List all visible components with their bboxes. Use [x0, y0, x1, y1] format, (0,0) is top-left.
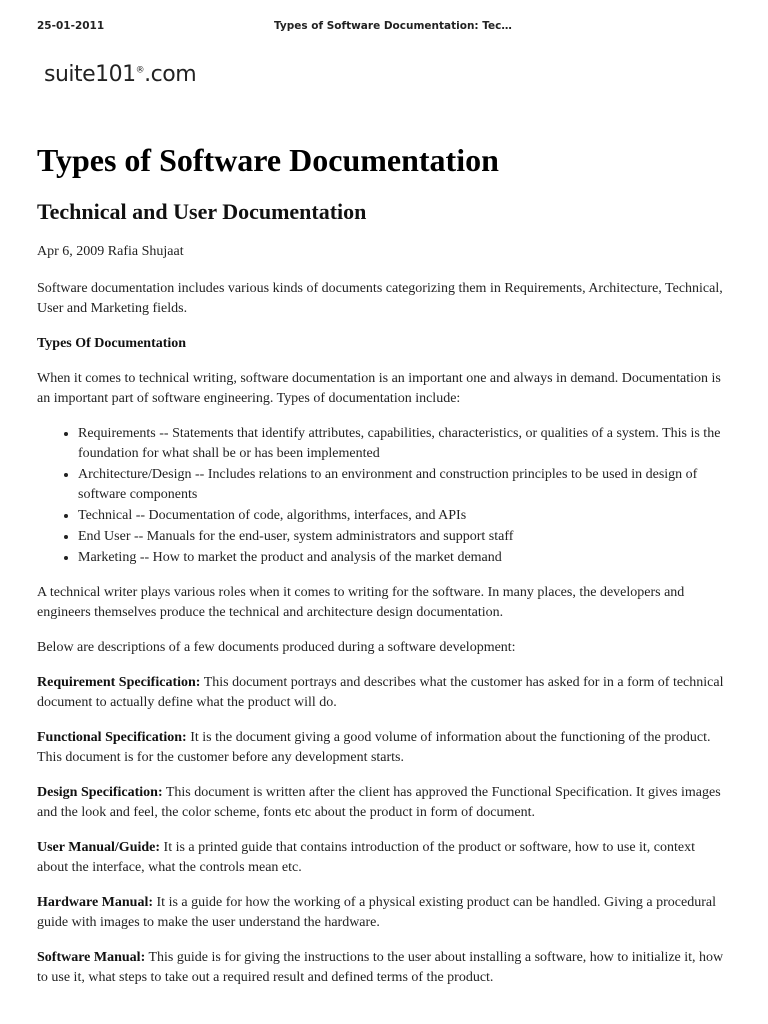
- definition-term: Hardware Manual:: [37, 895, 154, 910]
- definition-software-manual: [37, 948, 724, 988]
- logo-registered-mark: ®: [135, 65, 145, 76]
- definition-requirement-specification: [37, 673, 724, 713]
- definition-hardware-manual: [37, 893, 724, 933]
- definition-text: It is a printed guide that contains introduction of the product or software, how to use it, context about the interface, what the controls mean etc.: [37, 840, 696, 875]
- definition-text: This document portrays and describes what the customer has asked for in a form of technical document to actually define what the product will do.: [37, 675, 724, 710]
- list-item: • Requirements -- Statements that identify attributes, capabilities, characteristics, or qualities of a system. This is the foundation for what shall be or has been implemented: [78, 424, 724, 464]
- section-heading: Types Of Documentation: [37, 336, 187, 351]
- list-item: • Marketing -- How to market the product and analysis of the market demand: [78, 548, 724, 568]
- print-header: [37, 20, 731, 36]
- definition-text: This document is written after the client has approved the Functional Specification. It gives images and the look and feel, the color scheme, fonts etc about the product in form of document.: [37, 785, 721, 820]
- definition-term: Design Specification:: [37, 785, 163, 800]
- logo-suffix: .com: [144, 62, 197, 87]
- list-item: • End User -- Manuals for the end-user, system administrators and support staff: [78, 527, 724, 547]
- definition-term: Software Manual:: [37, 950, 146, 965]
- logo-text: suite101: [44, 62, 136, 87]
- documentation-types-list: [37, 424, 724, 568]
- print-date: 25-01-2011: [37, 20, 105, 32]
- article-subtitle: Technical and User Documentation: [37, 199, 367, 224]
- paragraph-technical-writer: A technical writer plays various roles when it comes to writing for the software. In many places, the developers and engineers themselves produce the technical and architecture design documentation.: [37, 585, 685, 620]
- print-page-title: Types of Software Documentation: Tec…: [274, 20, 512, 32]
- definition-text: This guide is for giving the instructions to the user about installing a software, how to initialize it, how to use it, what steps to take out a required result and defined terms of the product.: [37, 950, 724, 985]
- definition-text: It is a guide for how the working of a physical existing product can be handled. Giving a procedural guide with images to make the user understand the hardware.: [37, 895, 716, 930]
- definition-text: It is the document giving a good volume of information about the functioning of the product. This document is for the customer before any development starts.: [37, 730, 711, 765]
- site-logo[interactable]: [44, 62, 196, 87]
- article-intro: Software documentation includes various kinds of documents categorizing them in Requirements, Architecture, Technical, User and Marketing fields.: [37, 281, 723, 316]
- paragraph-below: Below are descriptions of a few documents produced during a software development:: [37, 640, 516, 655]
- list-item: • Technical -- Documentation of code, algorithms, interfaces, and APIs: [78, 506, 724, 526]
- list-item: • Architecture/Design -- Includes relations to an environment and construction principles to be used in design of software components: [78, 465, 724, 505]
- definition-term: User Manual/Guide:: [37, 840, 161, 855]
- definition-functional-specification: [37, 728, 724, 768]
- definition-user-manual: [37, 838, 724, 878]
- section-intro: When it comes to technical writing, software documentation is an important one and always in demand. Documentation is an important part of software engineering. Types of documentation include:: [37, 371, 721, 406]
- article-title: Types of Software Documentation: [37, 142, 499, 178]
- definition-term: Requirement Specification:: [37, 675, 201, 690]
- definition-design-specification: [37, 783, 724, 823]
- article-content: [37, 140, 724, 1003]
- article-byline: Apr 6, 2009 Rafia Shujaat: [37, 244, 184, 259]
- definition-term: Functional Specification:: [37, 730, 187, 745]
